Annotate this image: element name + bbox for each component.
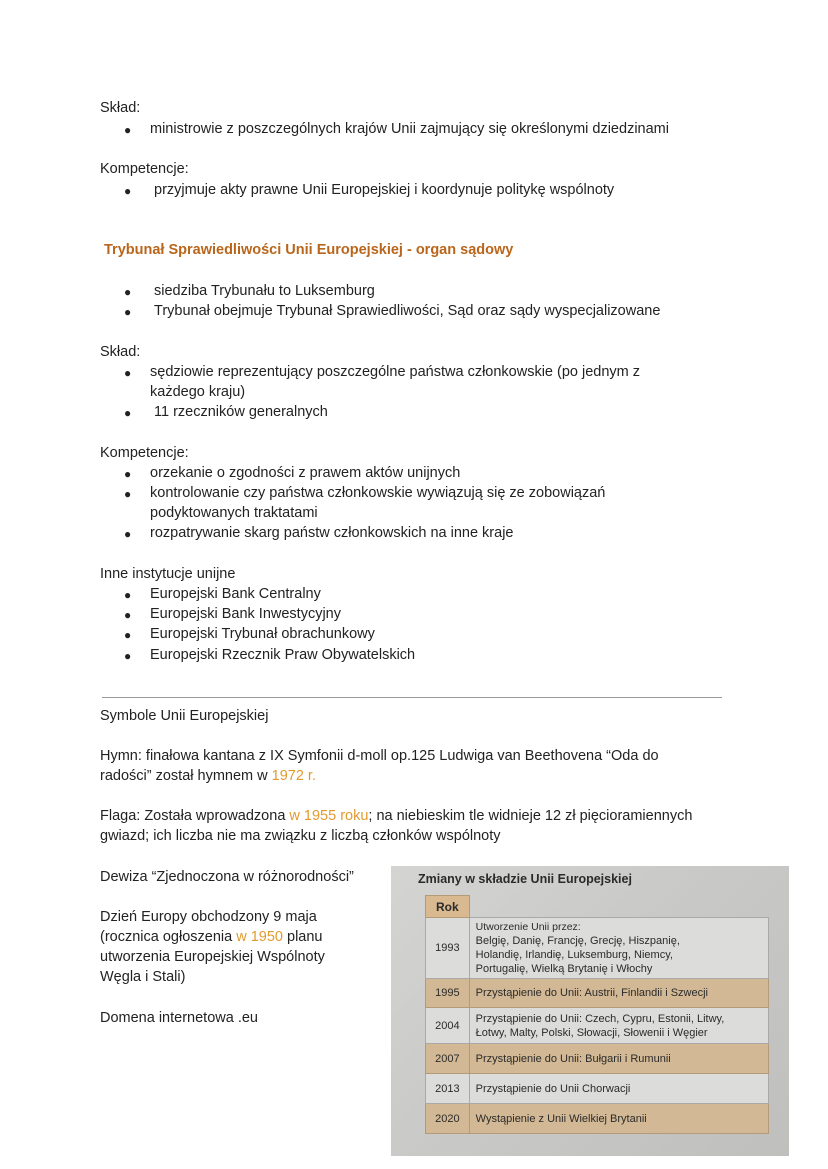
bullet: ●	[124, 123, 132, 137]
bullet: ●	[124, 487, 132, 501]
tribunal-heading: Trybunał Sprawiedliwości Unii Europejskiej - organ sądowy	[104, 242, 514, 258]
europe-day-line: Dzień Europy obchodzony 9 maja	[100, 909, 317, 925]
tribunal-kompetencje-item: orzekanie o zgodności z prawem aktów unijnych	[150, 465, 461, 481]
row-line: Łotwy, Malty, Polski, Słowacji, Słowenii i Węgier	[475, 1026, 708, 1039]
changes-table	[425, 895, 769, 1134]
europe-day-text: (rocznica ogłoszenia	[100, 929, 237, 945]
table-row	[426, 1104, 769, 1134]
tribunal-item: Trybunał obejmuje Trybunał Sprawiedliwości, Sąd oraz sądy wyspecjalizowane	[154, 303, 661, 319]
flag-year: w 1955 roku	[289, 808, 369, 824]
row-year: 2004	[426, 1008, 470, 1044]
table-header-year: Rok	[426, 896, 470, 918]
row-line: Utworzenie Unii przez:	[475, 921, 581, 933]
bullet: ●	[124, 406, 132, 420]
bullet: ●	[124, 588, 132, 602]
table-row	[426, 1074, 769, 1104]
council-kompetencje-item: przyjmuje akty prawne Unii Europejskiej i koordynuje politykę wspólnoty	[154, 182, 615, 198]
row-line: Portugalię, Wielką Brytanię i Włochy	[475, 963, 653, 975]
flag-line	[100, 808, 692, 824]
row-line: Przystąpienie do Unii: Bułgarii i Rumunii	[475, 1052, 671, 1065]
row-year: 2007	[426, 1044, 470, 1074]
bullet: ●	[124, 608, 132, 622]
europe-day-year: w 1950	[236, 929, 283, 945]
bullet: ●	[124, 527, 132, 541]
council-sklad-item: ministrowie z poszczególnych krajów Unii zajmujący się określonymi dziedzinami	[150, 121, 669, 137]
changes-table-photo	[391, 866, 789, 1156]
tribunal-item: siedziba Trybunału to Luksemburg	[154, 283, 375, 299]
row-line: Przystąpienie do Unii: Austrii, Finlandii i Szwecji	[475, 987, 708, 999]
row-description	[469, 1044, 768, 1074]
row-year: 2013	[426, 1074, 470, 1104]
tribunal-sklad-label: Skład:	[100, 344, 141, 360]
hymn-text: radości” został hymnem w	[100, 768, 272, 784]
row-description	[469, 1074, 768, 1104]
table-row	[426, 1008, 769, 1044]
bullet: ●	[124, 467, 132, 481]
bullet: ●	[124, 285, 132, 299]
tribunal-kompetencje-item-cont: podyktowanych traktatami	[150, 505, 318, 521]
other-institutions-label: Inne instytucje unijne	[100, 566, 236, 582]
row-year: 1995	[426, 979, 470, 1008]
horizontal-divider	[102, 697, 722, 698]
row-line: Przystąpienie do Unii: Czech, Cypru, Estonii, Litwy,	[475, 1012, 725, 1025]
institution-item: Europejski Trybunał obrachunkowy	[150, 626, 375, 642]
bullet: ●	[124, 628, 132, 642]
bullet: ●	[124, 366, 132, 380]
motto: Dewiza “Zjednoczona w różnorodności”	[100, 869, 354, 885]
europe-day-line-3: utworzenia Europejskiej Wspólnoty	[100, 949, 325, 965]
tribunal-sklad-item-cont: każdego kraju)	[150, 384, 246, 400]
table-header-empty	[469, 896, 768, 918]
bullet: ●	[124, 184, 132, 198]
hymn-line: Hymn: finałowa kantana z IX Symfonii d-moll op.125 Ludwiga van Beethovena “Oda do	[100, 748, 659, 764]
council-kompetencje-label: Kompetencje:	[100, 161, 189, 177]
flag-text-post: ; na niebieskim tle widnieje 12 zł pięcioramiennych	[368, 808, 693, 824]
row-description	[469, 1104, 768, 1134]
internet-domain: Domena internetowa .eu	[100, 1010, 258, 1026]
bullet: ●	[124, 305, 132, 319]
hymn-year: 1972 r.	[271, 768, 316, 784]
institution-item: Europejski Bank Centralny	[150, 586, 321, 602]
tribunal-kompetencje-item: rozpatrywanie skarg państw członkowskich na inne kraje	[150, 525, 514, 541]
row-year: 2020	[426, 1104, 470, 1134]
council-sklad-label: Skład:	[100, 100, 141, 116]
institution-item: Europejski Rzecznik Praw Obywatelskich	[150, 647, 416, 663]
europe-day-text-post: planu	[282, 929, 323, 945]
tribunal-kompetencje-label: Kompetencje:	[100, 445, 189, 461]
row-description	[469, 1008, 768, 1044]
europe-day-line-4: Węgla i Stali)	[100, 969, 186, 985]
flag-line-2: gwiazd; ich liczba nie ma związku z liczbą członków wspólnoty	[100, 828, 501, 844]
row-line: Holandię, Irlandię, Luksemburg, Niemcy,	[475, 949, 673, 961]
bullet: ●	[124, 649, 132, 663]
institution-item: Europejski Bank Inwestycyjny	[150, 606, 341, 622]
row-year: 1993	[426, 918, 470, 979]
europe-day-line-2	[100, 929, 323, 945]
changes-table-title: Zmiany w składzie Unii Europejskiej	[418, 872, 632, 886]
table-row	[426, 979, 769, 1008]
row-line: Wystąpienie z Unii Wielkiej Brytanii	[475, 1112, 647, 1125]
row-description	[469, 979, 768, 1008]
row-line: Belgię, Danię, Francję, Grecję, Hiszpanię,	[475, 935, 680, 947]
table-row	[426, 918, 769, 979]
symbols-heading: Symbole Unii Europejskiej	[100, 708, 269, 724]
row-description	[469, 918, 768, 979]
row-line: Przystąpienie do Unii Chorwacji	[475, 1082, 631, 1095]
hymn-line-2	[100, 768, 316, 784]
tribunal-kompetencje-item: kontrolowanie czy państwa członkowskie wywiązują się ze zobowiązań	[150, 485, 606, 501]
table-row	[426, 1044, 769, 1074]
tribunal-sklad-item: sędziowie reprezentujący poszczególne państwa członkowskie (po jednym z	[150, 364, 641, 380]
tribunal-sklad-item: 11 rzeczników generalnych	[154, 404, 328, 420]
flag-text: Flaga: Została wprowadzona	[100, 808, 290, 824]
